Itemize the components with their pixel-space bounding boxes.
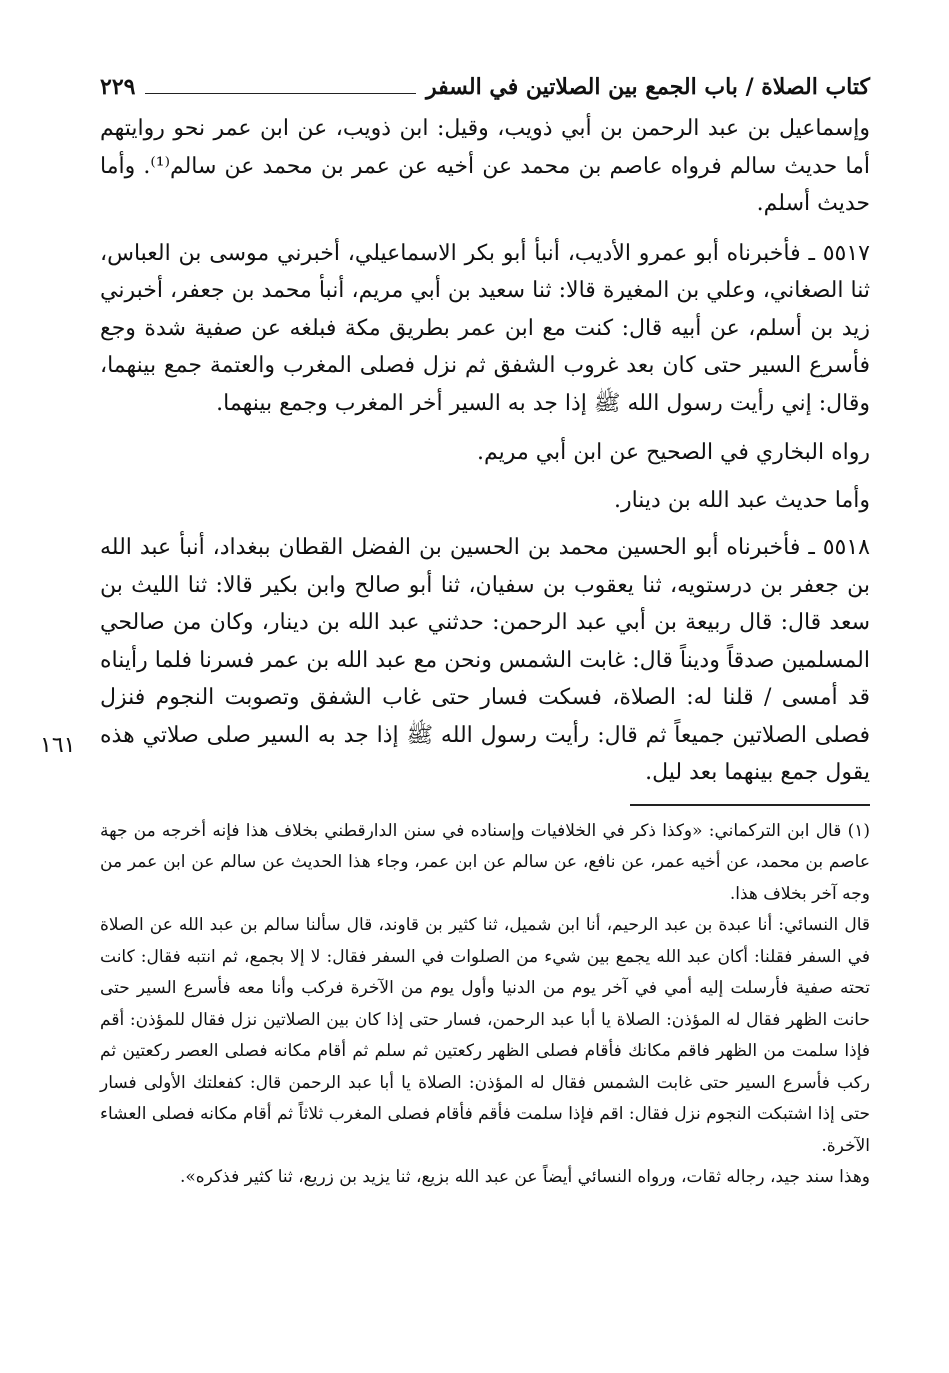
footnote-nasai: قال النسائي: أنا عبدة بن عبد الرحيم، أنا ابن شميل، ثنا كثير بن قاوند، قال سألنا سالم بن عبد الله عن الصلاة في السفر فقلنا: أكان عبد الله يجمع بين شيء من الصلوات في السفر فقال: لا إلا بجمع، ثم انتبه فقال: كانت تحته صفية فأرسلت إليه أمي في آخر يوم من الدنيا وأول يوم من الآخرة فركب وأنا معه فأسرع السير حتى حانت الظهر فقال له المؤذن: الصلاة يا أبا عبد الرحمن، فسار حتى إذا كان بين الصلاتين نزل فقال للمؤذن: أقم فإذا سلمت من الظهر فاقم مكانك فأقام فصلى الظهر ركعتين ثم سلم ثم أقام مكانه فصلى العصر ركعتين ثم ركب فأسرع السير حتى غابت الشمس فقال له المؤذن: الصلاة يا أبا عبد الرحمن قال: كفعلتك الأولى فسار حتى إذا اشتبكت النجوم نزل فقال: اقم فإذا سلمت فأقم فأقام فصلى المغرب ثلاثاً ثم أقام مكانه فصلى العشاء الآخرة. [100,915,870,1156]
footnote-separator [630,804,870,806]
running-header-title: كتاب الصلاة / باب الجمع بين الصلاتين في السفر [426,74,870,100]
paragraph-bukhari-note: رواه البخاري في الصحيح عن ابن أبي مريم. [477,440,870,465]
paragraph-intro: وإسماعيل بن عبد الرحمن بن أبي ذويب، وقيل: ابن ذويب، عن ابن عمر نحو روايتهم أما حديث سالم فرواه عاصم بن محمد عن أخيه عن عمر بن محمد عن سالم⁽¹⁾. وأما حديث أسلم. [100,116,870,216]
paragraph-hadith-5518: ٥٥١٨ ـ فأخبرناه أبو الحسين محمد بن الحسين بن الفضل القطان ببغداد، أنبأ عبد الله بن جعفر بن درستويه، ثنا يعقوب بن سفيان، ثنا أبو صالح وابن بكير قالا: ثنا الليث بن سعد قال: قال ربيعة بن أبي عبد الرحمن: حدثني عبد الله بن دينار، وكان من صالحي المسلمين صدقاً وديناً قال: غابت الشمس ونحن مع عبد الله بن عمر فسرنا فلما رأيناه قد أمسى / قلنا له: الصلاة، فسكت فسار حتى غاب الشفق وتصوبت النجوم فنزل فصلى الصلاتين جميعاً ثم قال: رأيت رسول الله ﷺ إذا جد به السير صلى صلاتي هذه يقول جمع بينهما بعد ليل. [100,535,870,785]
page-number: ٢٢٩ [100,74,136,100]
footnote-1: (١) قال ابن التركماني: «وكذا ذكر في الخلافيات وإسناده في سنن الدارقطني بخلاف هذا فإنه أخرجه من جهة عاصم بن محمد، عن أخيه عمر، عن نافع، عن سالم عن ابن عمر، وجاء هذا الحديث عن سالم عن ابن عمر من وجه آخر بخلاف هذا. [100,820,870,904]
footnote-conclusion: وهذا سند جيد، رجاله ثقات، ورواه النسائي أيضاً عن عبد الله بزيع، ثنا يزيد بن زريع، ثنا كثير فذكره». [179,1167,870,1187]
running-header [100,70,870,104]
paragraph-hadith-5517: ٥٥١٧ ـ فأخبرناه أبو عمرو الأديب، أنبأ أبو بكر الاسماعيلي، أخبرني موسى بن العباس، ثنا الصغاني، وعلي بن المغيرة قالا: ثنا سعيد بن أبي مريم، أنبأ محمد بن جعفر، أخبرني زيد بن أسلم، عن أبيه قال: كنت مع ابن عمر بطريق مكة فبلغه عن صفية شدة وجع فأسرع السير حتى كان بعد غروب الشفق ثم نزل فصلى المغرب والعتمة جمع بينهما، وقال: إني رأيت رسول الله ﷺ إذا جد به السير أخر المغرب وجمع بينهما. [100,240,870,416]
header-rule [145,93,416,94]
margin-page-reference: ١٦١ [40,733,76,758]
main-text [100,110,870,792]
book-page [100,70,870,1194]
footnotes [100,816,870,1194]
paragraph-abdullah-dinar: وأما حديث عبد الله بن دينار. [613,487,870,513]
